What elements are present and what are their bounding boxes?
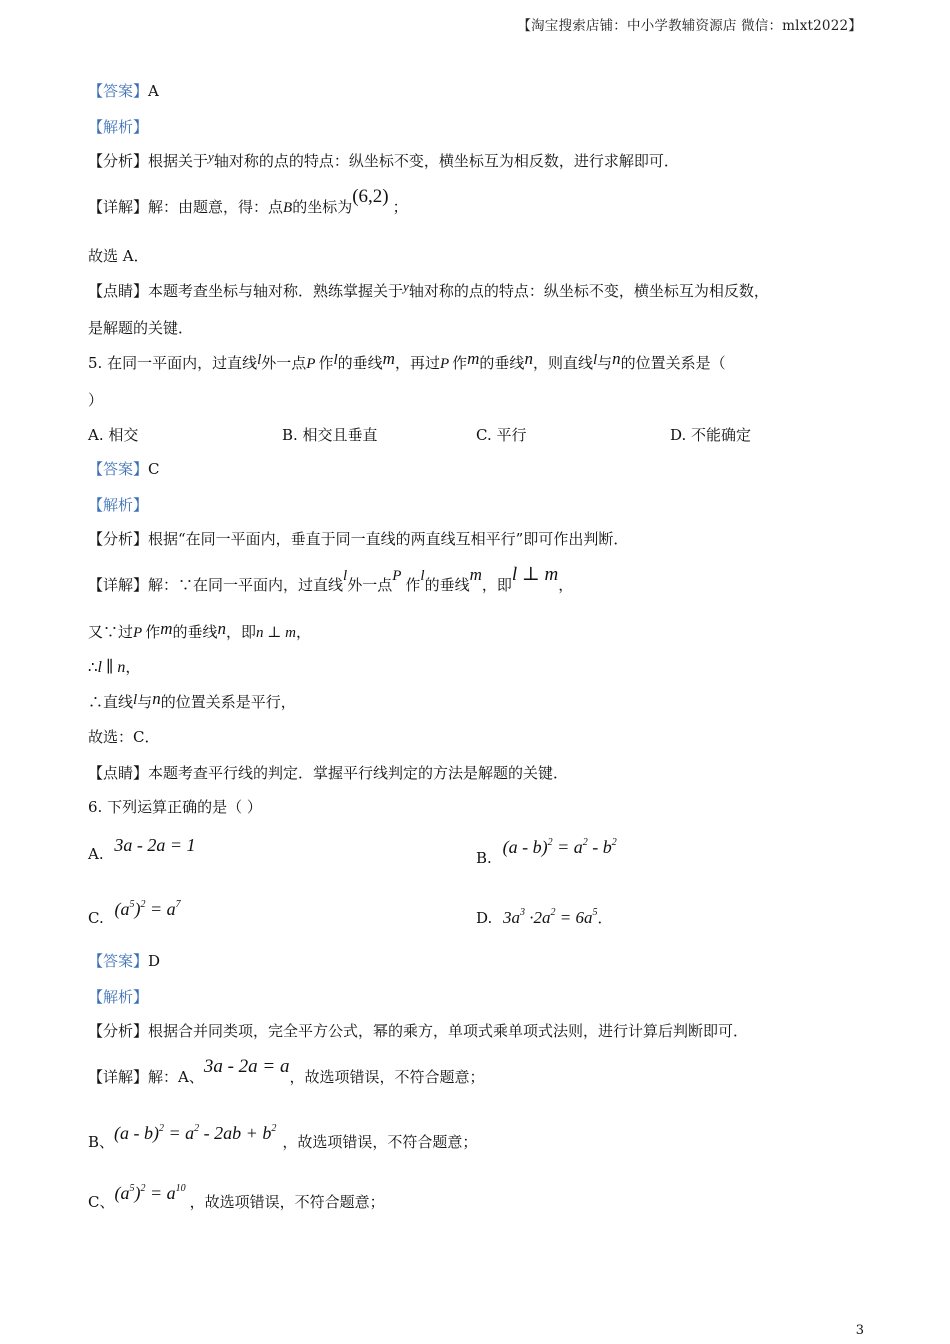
- math-expr: 3a - 2a = 1: [114, 835, 196, 855]
- math-expr: $(a^5)^2 = a^7$: [114, 899, 181, 919]
- math-expr: [503, 908, 597, 927]
- text: ，: [558, 576, 574, 594]
- q5-choose-line: 故选：C．: [88, 728, 160, 746]
- text: 外一点: [347, 576, 393, 594]
- math-part: = a: [168, 1123, 195, 1143]
- math-var: y: [208, 149, 214, 164]
- text: 的坐标为: [292, 198, 353, 216]
- exponent: 5: [129, 1183, 135, 1194]
- text: ；: [392, 198, 408, 216]
- q5-detail-line-2: [88, 621, 311, 644]
- exponent: 3: [520, 907, 526, 918]
- math-part: (a: [114, 1183, 130, 1203]
- text: 的垂线: [337, 354, 383, 372]
- text: ，故选项错误，不符合题意；: [289, 1068, 485, 1086]
- option-label: D.: [476, 909, 493, 927]
- comment-tag: 【点睛】: [88, 282, 149, 300]
- exponent: 5: [129, 899, 135, 910]
- math-var: P: [306, 356, 316, 372]
- math-part: - b: [587, 837, 612, 857]
- comment-tag: 【点睛】: [88, 764, 149, 782]
- q5-detail-line-4: [88, 691, 296, 714]
- text: ，即: [226, 623, 257, 641]
- text: 根据合并同类项，完全平方公式，幂的乘方，单项式乘单项式法则，进行计算后判断即可．: [148, 1022, 749, 1040]
- math-var: B: [283, 200, 293, 216]
- text: ，: [295, 623, 311, 641]
- q5-detail-line-3: [88, 656, 140, 679]
- text: 的位置关系是（: [620, 354, 726, 372]
- q6-detail-c: [88, 1183, 385, 1213]
- text: 作: [405, 576, 421, 594]
- q4-answer: A: [148, 82, 159, 100]
- text: ．: [597, 909, 613, 927]
- text: 作: [145, 623, 161, 641]
- math-part: ·2a: [529, 908, 551, 927]
- text: 本题考查平行线的判定．掌握平行线判定的方法是解题的关键．: [148, 764, 569, 782]
- q4-analysis-line: [88, 116, 148, 138]
- exponent: 2: [140, 899, 146, 910]
- page-header: 【淘宝搜索店铺：中小学教辅资源店 微信：mlxt2022】: [517, 18, 862, 34]
- math-expr: $(a^5)^2 = a^{10}$: [114, 1183, 186, 1203]
- exponent: 5: [592, 907, 598, 918]
- math-part: = 6a: [559, 908, 593, 927]
- text: 的垂线: [424, 576, 470, 594]
- math-var: m: [160, 619, 173, 638]
- text: ，再过: [394, 354, 440, 372]
- exponent: 2: [271, 1123, 277, 1134]
- q6-option-c: [88, 899, 181, 929]
- q4-answer-line: [88, 80, 159, 102]
- answer-tag: 【答案】: [88, 460, 149, 478]
- q6-fenxi-line: [88, 1020, 748, 1042]
- math-var: P: [133, 625, 143, 641]
- text: 作: [318, 354, 334, 372]
- math-var: n: [612, 349, 621, 368]
- q5-comment-line: [88, 762, 568, 784]
- text: 解：由题意，得：点: [148, 198, 284, 216]
- math-var: m: [469, 565, 482, 584]
- text: 与: [597, 354, 613, 372]
- math-var: l: [343, 568, 348, 584]
- text: ，即: [481, 576, 512, 594]
- text: 本题考查坐标与轴对称．熟练掌握关于: [148, 282, 404, 300]
- text: 轴对称的点的特点：纵坐标不变，横坐标互为相反数，: [408, 282, 769, 300]
- option-label: A.: [88, 845, 104, 863]
- q5-option-b: B. 相交且垂直: [282, 426, 378, 444]
- text: ∴: [88, 658, 98, 676]
- math-expr: 3a - 2a = a: [203, 1056, 290, 1077]
- analysis-tag: 【解析】: [88, 496, 149, 514]
- q5-stem: [88, 349, 726, 375]
- q5-stem-end: ）: [88, 391, 104, 409]
- text: ，则直线: [532, 354, 593, 372]
- text: 根据“在同一平面内，垂直于同一直线的两直线互相平行”即可作出判断．: [148, 530, 629, 548]
- q5-option-c: C. 平行: [476, 426, 527, 444]
- option-label: C.: [88, 909, 104, 927]
- text: 根据关于: [148, 152, 209, 170]
- math-part: (a - b): [502, 837, 548, 857]
- math-expr: [503, 837, 617, 857]
- exponent: 2: [194, 1123, 200, 1134]
- q5-analysis-line: [88, 494, 148, 516]
- math-part: = a: [149, 1183, 176, 1203]
- q6-detail-a: [88, 1056, 485, 1088]
- math-var: m: [467, 349, 480, 368]
- fenxi-tag: 【分析】: [88, 1022, 149, 1040]
- text: 的垂线: [172, 623, 218, 641]
- exponent: 2: [611, 837, 617, 848]
- math-var: l: [592, 352, 598, 368]
- text: 5. 在同一平面内，过直线: [88, 354, 258, 372]
- math-part: (a: [114, 899, 130, 919]
- exponent: 2: [550, 907, 556, 918]
- math-expr: n ⊥ m: [256, 625, 296, 641]
- fenxi-tag: 【分析】: [88, 152, 149, 170]
- detail-tag: 【详解】: [88, 576, 149, 594]
- text: 作: [452, 354, 468, 372]
- q4-detail-line: [88, 186, 408, 219]
- q6-option-a: [88, 835, 196, 865]
- q6-analysis-line: [88, 986, 148, 1008]
- math-var: n: [524, 349, 533, 368]
- math-var: l: [257, 352, 262, 368]
- text: C、: [88, 1193, 115, 1211]
- math-part: = a: [150, 899, 176, 919]
- fenxi-tag: 【分析】: [88, 530, 149, 548]
- q4-choose-line: 故选 A．: [88, 247, 149, 265]
- text: ，故选项错误，不符合题意；: [282, 1133, 478, 1151]
- q6-answer-line: [88, 950, 160, 972]
- text: 外一点: [261, 354, 307, 372]
- option-label: B.: [476, 849, 492, 867]
- exponent: 2: [140, 1183, 146, 1194]
- text: ，故选项错误，不符合题意；: [189, 1193, 385, 1211]
- analysis-tag: 【解析】: [88, 118, 149, 136]
- text: ，: [125, 658, 141, 676]
- q6-stem: 6. 下列运算正确的是（ ）: [88, 798, 262, 816]
- answer-tag: 【答案】: [88, 82, 149, 100]
- math-var: l: [333, 352, 338, 368]
- math-var: l: [420, 568, 425, 584]
- math-coord: (6,2): [352, 186, 389, 207]
- math-part: - 2ab + b: [199, 1123, 272, 1143]
- detail-tag: 【详解】: [88, 198, 149, 216]
- text: 解：∵在同一平面内，过直线: [148, 576, 344, 594]
- exponent: 2: [159, 1123, 165, 1134]
- math-part: = a: [557, 837, 583, 857]
- math-part: (a - b): [114, 1123, 160, 1143]
- q5-option-d: D. 不能确定: [670, 426, 752, 444]
- exponent: 7: [175, 899, 181, 910]
- exponent: 2: [547, 837, 553, 848]
- answer-tag: 【答案】: [88, 952, 149, 970]
- q5-detail-line: [88, 564, 574, 597]
- exponent: 10: [175, 1183, 186, 1194]
- text: 的位置关系是平行，: [160, 693, 296, 711]
- text: B、: [88, 1133, 115, 1151]
- math-var: P: [439, 356, 450, 372]
- q6-option-b: [476, 837, 617, 869]
- q6-option-d: [476, 902, 613, 929]
- q5-option-a: A. 相交: [88, 426, 139, 444]
- math-expr: l ⊥ m: [511, 564, 559, 585]
- text: 的垂线: [479, 354, 525, 372]
- detail-tag: 【详解】: [88, 1068, 149, 1086]
- text: 又∵过: [88, 623, 134, 641]
- q4-comment-line: [88, 280, 769, 303]
- q4-comment-line-2: 是解题的关键．: [88, 319, 194, 337]
- math-expr: [114, 1123, 276, 1143]
- math-var: P: [392, 568, 402, 584]
- math-part: 3a: [503, 908, 521, 927]
- page-number: 3: [855, 1323, 864, 1338]
- exponent: 2: [582, 837, 588, 848]
- q6-answer: D: [148, 952, 161, 970]
- q5-answer: C: [148, 460, 160, 478]
- math-var: n: [217, 619, 226, 638]
- math-expr: l ∥ n: [97, 659, 126, 676]
- q5-answer-line: [88, 458, 160, 480]
- q4-fenxi-line: [88, 150, 679, 173]
- math-var: l: [133, 692, 138, 708]
- analysis-tag: 【解析】: [88, 988, 149, 1006]
- math-var: y: [403, 279, 409, 294]
- math-var: n: [152, 689, 161, 708]
- text: 轴对称的点的特点：纵坐标不变，横坐标互为相反数，进行求解即可．: [213, 152, 679, 170]
- q6-detail-b: [88, 1123, 478, 1153]
- text: 与: [137, 693, 153, 711]
- q5-fenxi-line: [88, 528, 628, 550]
- math-var: m: [382, 349, 395, 368]
- text: ∴直线: [88, 693, 134, 711]
- text: 解：A、: [148, 1068, 204, 1086]
